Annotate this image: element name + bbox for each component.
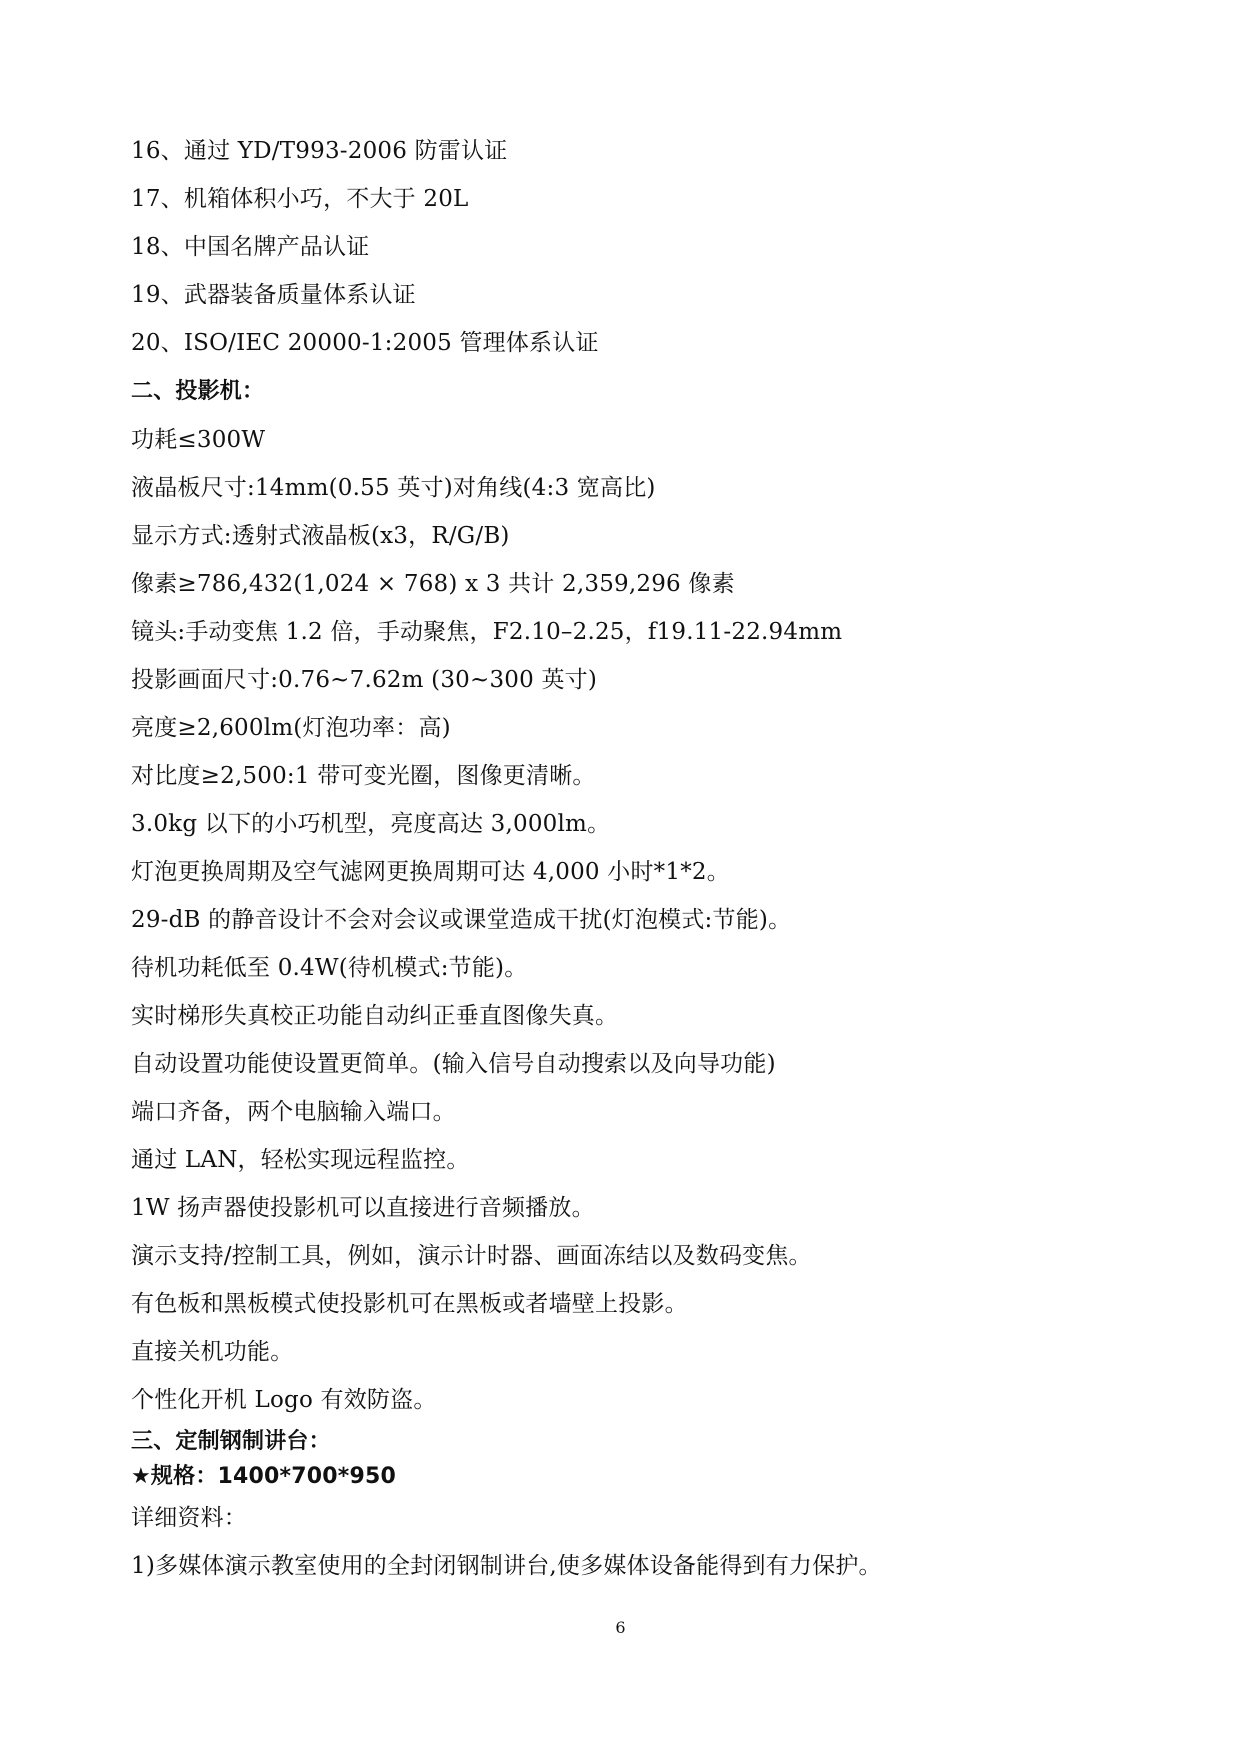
projector-spec-direct-off: 直接关机功能。: [131, 1339, 294, 1365]
projector-spec-auto-setup: 自动设置功能使设置更简单。(输入信号自动搜索以及向导功能): [131, 1051, 776, 1077]
spec-line-17: 17、机箱体积小巧，不大于 20L: [131, 186, 469, 212]
spec-line-19: 19、武器装备质量体系认证: [131, 282, 416, 308]
projector-spec-panel-size: 液晶板尺寸:14mm(0.55 英寸)对角线(4:3 宽高比): [131, 475, 656, 501]
projector-spec-weight: 3.0kg 以下的小巧机型，亮度高达 3,000lm。: [131, 811, 611, 837]
page-number: 6: [615, 1618, 626, 1637]
podium-detail-1: 1)多媒体演示教室使用的全封闭钢制讲台,使多媒体设备能得到有力保护。: [131, 1553, 882, 1579]
projector-spec-contrast: 对比度≥2,500:1 带可变光圈，图像更清晰。: [131, 763, 596, 789]
projector-spec-ports: 端口齐备，两个电脑输入端口。: [131, 1099, 456, 1125]
projector-spec-screen-size: 投影画面尺寸:0.76~7.62m (30~300 英寸): [131, 667, 598, 693]
projector-spec-presentation-tools: 演示支持/控制工具，例如，演示计时器、画面冻结以及数码变焦。: [131, 1243, 812, 1269]
projector-spec-display-method: 显示方式:透射式液晶板(x3，R/G/B): [131, 523, 510, 549]
projector-spec-power: 功耗≤300W: [131, 427, 266, 453]
projector-spec-brightness: 亮度≥2,600lm(灯泡功率：高): [131, 715, 451, 741]
projector-spec-speaker: 1W 扬声器使投影机可以直接进行音频播放。: [131, 1195, 595, 1221]
section-heading-podium: 三、定制钢制讲台：: [131, 1429, 331, 1454]
projector-spec-logo: 个性化开机 Logo 有效防盗。: [131, 1387, 437, 1413]
spec-line-20: 20、ISO/IEC 20000-1:2005 管理体系认证: [131, 330, 599, 356]
projector-spec-lan: 通过 LAN，轻松实现远程监控。: [131, 1147, 470, 1173]
projector-spec-standby: 待机功耗低至 0.4W(待机模式:节能)。: [131, 955, 528, 981]
projector-spec-lens: 镜头:手动变焦 1.2 倍，手动聚焦，F2.10–2.25，f19.11-22.94mm: [131, 619, 843, 645]
projector-spec-keystone: 实时梯形失真校正功能自动纠正垂直图像失真。: [131, 1003, 619, 1029]
projector-spec-lamp-cycle: 灯泡更换周期及空气滤网更换周期可达 4,000 小时*1*2。: [131, 859, 730, 885]
projector-spec-pixels: 像素≥786,432(1,024 × 768) x 3 共计 2,359,296 像素: [131, 571, 735, 597]
spec-line-18: 18、中国名牌产品认证: [131, 234, 370, 260]
spec-line-16: 16、通过 YD/T993-2006 防雷认证: [131, 138, 508, 164]
projector-spec-blackboard-mode: 有色板和黑板模式使投影机可在黑板或者墙壁上投影。: [131, 1291, 688, 1317]
section-heading-projector: 二、投影机：: [131, 379, 265, 404]
podium-spec-size: ★规格：1400*700*950: [131, 1464, 397, 1489]
podium-details-label: 详细资料：: [131, 1505, 247, 1531]
projector-spec-noise: 29-dB 的静音设计不会对会议或课堂造成干扰(灯泡模式:节能)。: [131, 907, 792, 933]
